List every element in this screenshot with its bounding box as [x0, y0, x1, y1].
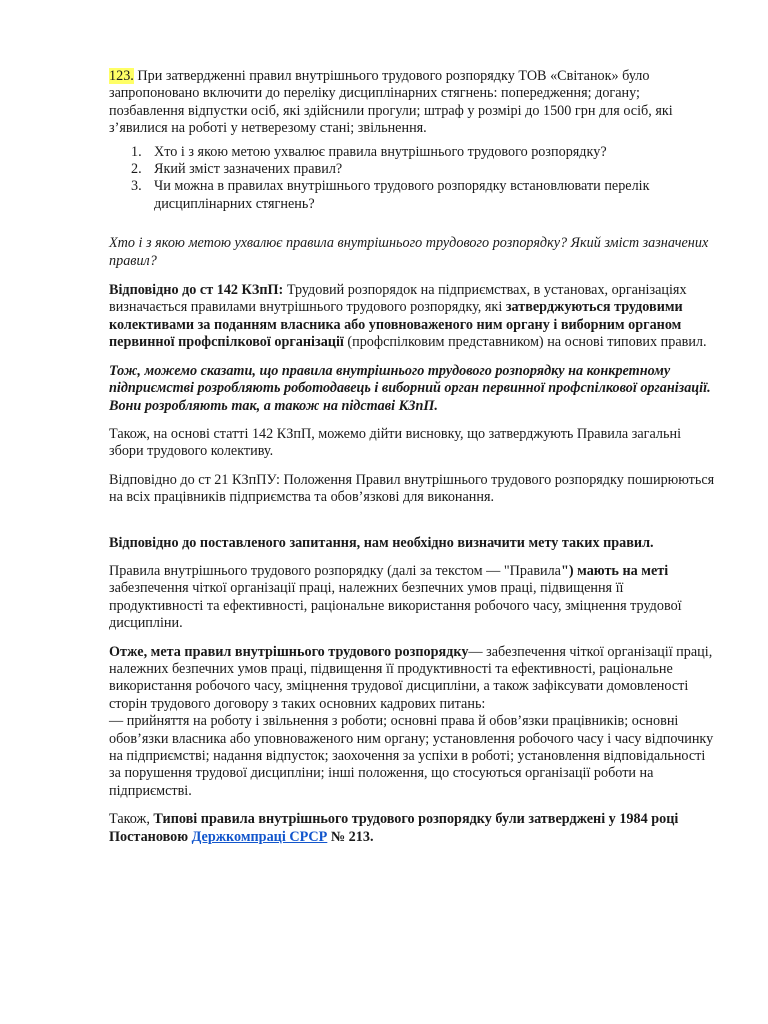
- list-item: [109, 178, 715, 213]
- list-item: [109, 161, 715, 178]
- paragraph-article-21: Відповідно до ст 21 КЗпПУ: Положення Правил внутрішнього трудового розпорядку поширюються на всіх працівників підприємства та обов’язкові для виконання.: [109, 471, 715, 506]
- goskomtrud-link[interactable]: Держкомпраці СРСР: [191, 828, 328, 845]
- document-page: [109, 68, 715, 857]
- list-number: 3.: [131, 178, 142, 195]
- paragraph-text: Також,: [109, 811, 154, 828]
- emphasis-text: Типові правила внутрішнього трудового розпорядку були затверджені у 1984 році Постановою: [109, 811, 679, 845]
- task-statement: [109, 68, 715, 138]
- emphasis-text: № 213.: [327, 828, 374, 845]
- paragraph-typical-rules: [109, 811, 715, 846]
- emphasis-text: ") мають на меті: [560, 562, 669, 579]
- article-reference: Відповідно до ст 142 КЗпП:: [109, 282, 284, 299]
- paragraph-text: — прийняття на роботу і звільнення з роботи; основні права й обов’язки працівників; основні обов’язки власника або уповноваженого ним органу; установлення робочого часу і часу відпочинку на підприємстві; надання відпусток; заохочення за успіхи в роботі; установлення відповідальності за порушення трудової дисципліни; інші положення, що стосуються організації роботи на підприємстві.: [109, 713, 714, 799]
- paragraph-purpose-heading: Відповідно до поставленого запитання, нам необхідно визначити мету таких правил.: [109, 534, 654, 551]
- paragraph-text: забезпечення чіткої організації праці, належних безпечних умов праці, підвищення її продуктивності та ефективності, раціональне використання робочого часу, зміцнення трудової дисципліни.: [109, 580, 682, 632]
- paragraph-rules-purpose: [109, 563, 715, 633]
- emphasis-text: затверджуються трудовими колективами за поданням власника або уповноваженого ним органу і виборним органом первинної профспілкової організації: [109, 299, 683, 351]
- answer-heading: Хто і з якою метою ухвалює правила внутрішнього трудового розпорядку? Який зміст зазначених правил?: [109, 235, 709, 269]
- paragraph-article-142: [109, 282, 715, 352]
- list-number: 2.: [131, 161, 142, 178]
- task-number: 123.: [109, 68, 134, 84]
- paragraph-goal: [109, 644, 715, 801]
- paragraph-conclusion: Тож, можемо сказати, що правила внутрішнього трудового розпорядку на конкретному підприємстві розробляють роботодавець і виборний орган первинної профспілкової організації. Вони розробляють так, а також на підставі КЗпП.: [109, 362, 711, 414]
- emphasis-text: Отже, мета правил внутрішнього трудового розпорядку: [109, 643, 469, 660]
- task-text: При затвердженні правил внутрішнього трудового розпорядку ТОВ «Світанок» було запропоновано включити до переліку дисциплінарних стягнень: попередження; догану; позбавлення відпустки осіб, які здійснили прогули; штраф у розмірі до 1500 грн для осіб, які з’явилися на роботі у нетверезому стані; звільнення.: [109, 68, 673, 137]
- question-text: Чи можна в правилах внутрішнього трудового розпорядку встановлювати перелік дисциплінарних стягнень?: [154, 178, 650, 212]
- paragraph-text: — забезпечення чіткої організації праці, належних безпечних умов праці, підвищення її продуктивності та ефективності, раціональне використання робочого часу, зміцнення трудової дисципліни, а також зафіксувати домовленості сторін трудового договору з таких основних кадрових питань:: [109, 643, 713, 712]
- question-text: Який зміст зазначених правил?: [154, 161, 343, 178]
- paragraph-text: Трудовий розпорядок на підприємствах, в установах, організаціях визначається правилами внутрішнього трудового розпорядку, які: [109, 282, 687, 316]
- paragraph-approval: Також, на основі статті 142 КЗпП, можемо дійти висновку, що затверджують Правила загальні збори трудового колективу.: [109, 425, 682, 460]
- question-text: Хто і з якою метою ухвалює правила внутрішнього трудового розпорядку?: [154, 143, 607, 160]
- list-item: [109, 144, 715, 161]
- paragraph-text: (профспілковим представником) на основі типових правил.: [343, 334, 707, 351]
- list-number: 1.: [131, 143, 142, 160]
- paragraph-text: Правила внутрішнього трудового розпорядку (далі за текстом — "Правила: [109, 562, 561, 579]
- questions-list: [109, 144, 715, 214]
